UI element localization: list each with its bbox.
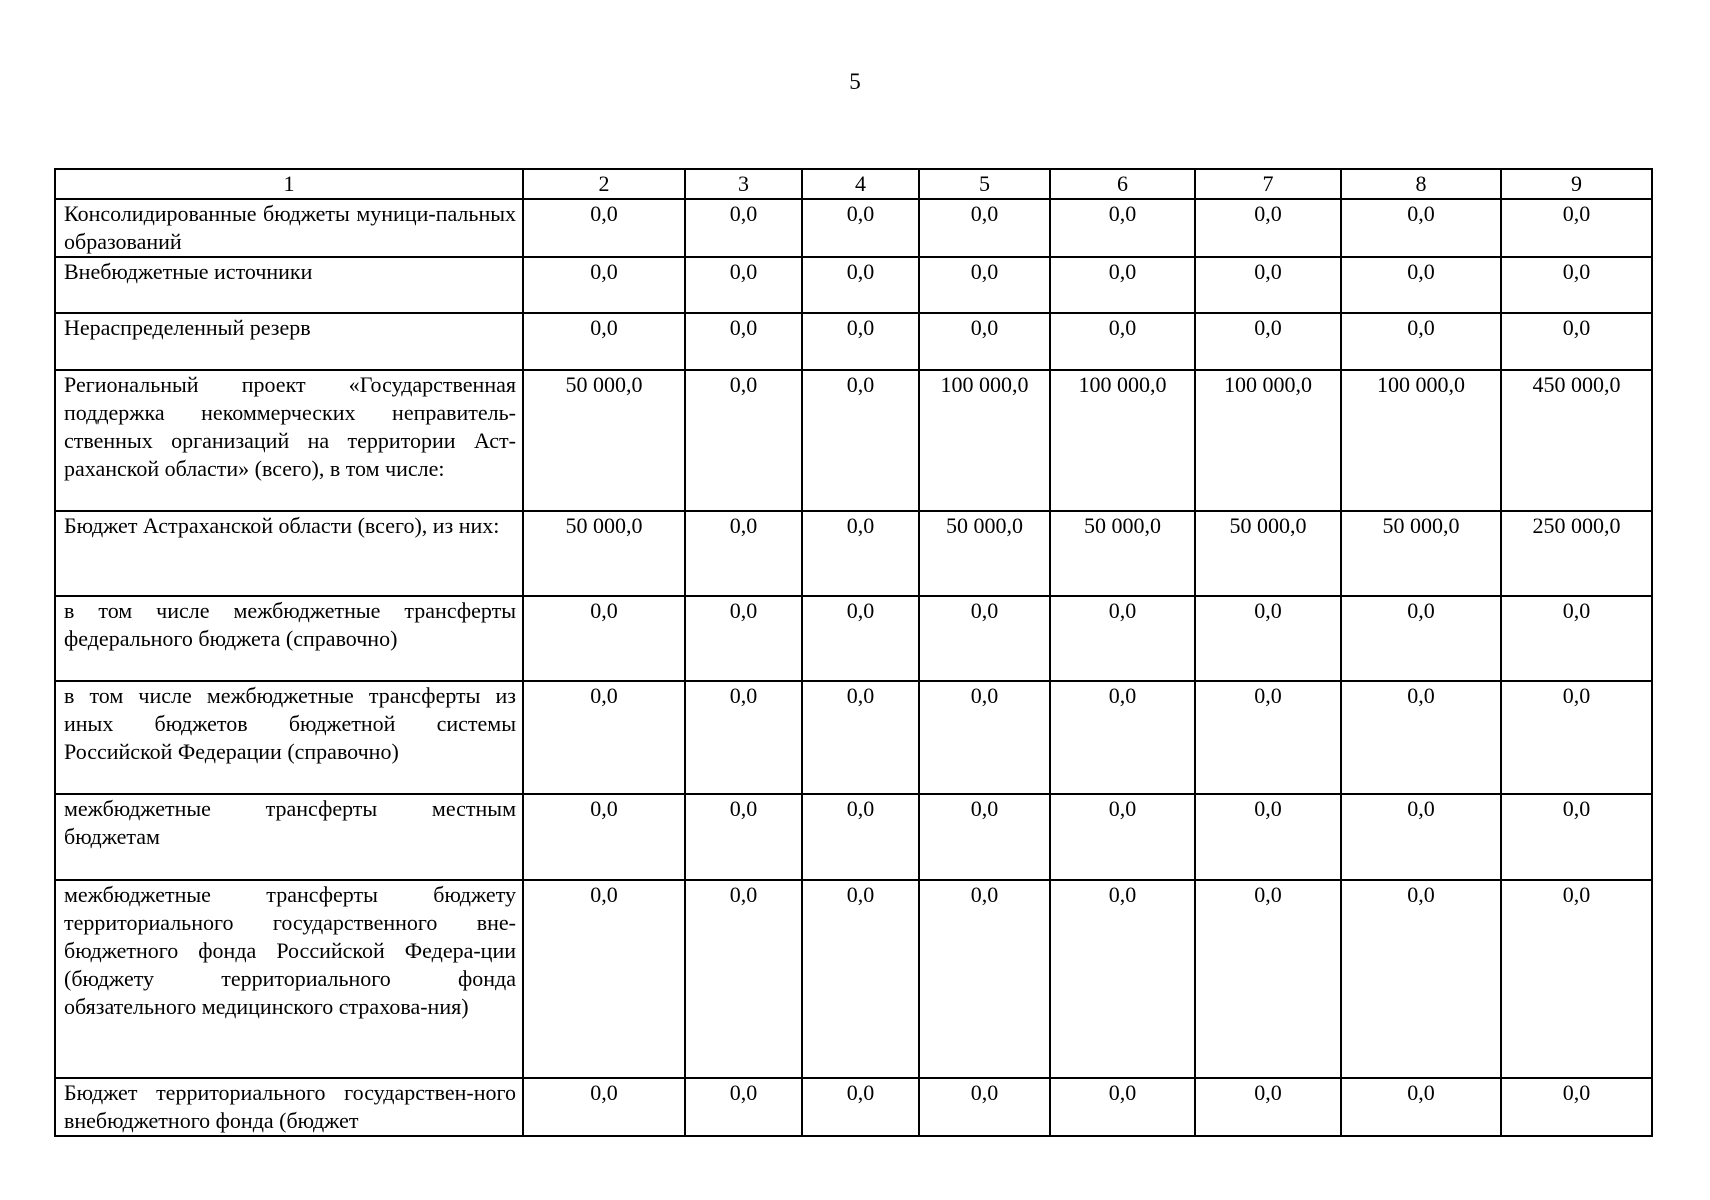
column-number: 7 — [1195, 169, 1341, 199]
cell-value: 0,0 — [1195, 199, 1341, 257]
table-row — [55, 596, 1652, 681]
row-label: межбюджетные трансферты бюджету территориального государственного вне-бюджетного фонда Российской Федера-ции (бюджету территориального фонда обязательного медицинского страхова-ния) — [55, 880, 523, 1078]
cell-value: 0,0 — [685, 794, 802, 880]
table-row — [55, 794, 1652, 880]
cell-value: 0,0 — [1195, 257, 1341, 313]
cell-value: 0,0 — [1050, 681, 1195, 794]
cell-value: 50 000,0 — [523, 370, 685, 511]
cell-value: 100 000,0 — [919, 370, 1050, 511]
cell-value: 0,0 — [802, 313, 919, 370]
cell-value: 0,0 — [802, 880, 919, 1078]
cell-value: 0,0 — [1501, 681, 1652, 794]
cell-value: 50 000,0 — [523, 511, 685, 596]
cell-value: 0,0 — [919, 794, 1050, 880]
cell-value: 100 000,0 — [1341, 370, 1501, 511]
cell-value: 450 000,0 — [1501, 370, 1652, 511]
cell-value: 0,0 — [919, 257, 1050, 313]
row-label: в том числе межбюджетные трансферты федерального бюджета (справочно) — [55, 596, 523, 681]
cell-value: 0,0 — [919, 1078, 1050, 1136]
cell-value: 0,0 — [1501, 794, 1652, 880]
cell-value: 0,0 — [685, 370, 802, 511]
column-number: 5 — [919, 169, 1050, 199]
cell-value: 0,0 — [685, 511, 802, 596]
cell-value: 0,0 — [523, 681, 685, 794]
cell-value: 0,0 — [919, 880, 1050, 1078]
cell-value: 0,0 — [1050, 794, 1195, 880]
table-row — [55, 1078, 1652, 1136]
column-number-row — [55, 169, 1652, 199]
cell-value: 0,0 — [523, 596, 685, 681]
cell-value: 0,0 — [1341, 794, 1501, 880]
column-number: 9 — [1501, 169, 1652, 199]
cell-value: 0,0 — [1195, 596, 1341, 681]
cell-value: 0,0 — [685, 681, 802, 794]
cell-value: 0,0 — [1501, 199, 1652, 257]
column-number: 8 — [1341, 169, 1501, 199]
table-row — [55, 370, 1652, 511]
table-row — [55, 880, 1652, 1078]
table-row — [55, 257, 1652, 313]
cell-value: 0,0 — [802, 794, 919, 880]
column-number: 6 — [1050, 169, 1195, 199]
cell-value: 0,0 — [802, 511, 919, 596]
cell-value: 0,0 — [802, 370, 919, 511]
budget-table — [54, 168, 1653, 1137]
cell-value: 0,0 — [1195, 1078, 1341, 1136]
cell-value: 0,0 — [1341, 880, 1501, 1078]
cell-value: 50 000,0 — [919, 511, 1050, 596]
cell-value: 0,0 — [919, 681, 1050, 794]
table-row — [55, 681, 1652, 794]
column-number: 1 — [55, 169, 523, 199]
row-label: Региональный проект «Государственная поддержка некоммерческих неправитель-ственных организаций на территории Аст-раханской области» (всего), в том числе: — [55, 370, 523, 511]
cell-value: 0,0 — [802, 596, 919, 681]
table-row — [55, 199, 1652, 257]
cell-value: 0,0 — [685, 880, 802, 1078]
table-row — [55, 313, 1652, 370]
cell-value: 0,0 — [1050, 257, 1195, 313]
cell-value: 0,0 — [1501, 313, 1652, 370]
cell-value: 0,0 — [685, 257, 802, 313]
cell-value: 0,0 — [802, 199, 919, 257]
cell-value: 0,0 — [1501, 880, 1652, 1078]
row-label: Нераспределенный резерв — [55, 313, 523, 370]
column-number: 2 — [523, 169, 685, 199]
cell-value: 0,0 — [1341, 313, 1501, 370]
cell-value: 0,0 — [685, 596, 802, 681]
cell-value: 0,0 — [1195, 794, 1341, 880]
cell-value: 0,0 — [1341, 199, 1501, 257]
cell-value: 100 000,0 — [1050, 370, 1195, 511]
cell-value: 0,0 — [523, 1078, 685, 1136]
row-label: в том числе межбюджетные трансферты из иных бюджетов бюджетной системы Российской Федерации (справочно) — [55, 681, 523, 794]
row-label: Бюджет Астраханской области (всего), из них: — [55, 511, 523, 596]
cell-value: 0,0 — [1050, 313, 1195, 370]
cell-value: 100 000,0 — [1195, 370, 1341, 511]
cell-value: 0,0 — [1341, 257, 1501, 313]
cell-value: 0,0 — [1195, 313, 1341, 370]
cell-value: 0,0 — [1050, 1078, 1195, 1136]
cell-value: 0,0 — [685, 199, 802, 257]
column-number: 3 — [685, 169, 802, 199]
cell-value: 0,0 — [1195, 681, 1341, 794]
cell-value: 50 000,0 — [1341, 511, 1501, 596]
cell-value: 0,0 — [802, 681, 919, 794]
row-label: межбюджетные трансферты местным бюджетам — [55, 794, 523, 880]
page-number: 5 — [849, 69, 861, 94]
cell-value: 0,0 — [1501, 1078, 1652, 1136]
row-label: Бюджет территориального государствен-ного внебюджетного фонда (бюджет — [55, 1078, 523, 1136]
cell-value: 0,0 — [1050, 880, 1195, 1078]
cell-value: 50 000,0 — [1050, 511, 1195, 596]
cell-value: 0,0 — [523, 257, 685, 313]
cell-value: 0,0 — [919, 199, 1050, 257]
cell-value: 0,0 — [1050, 596, 1195, 681]
cell-value: 50 000,0 — [1195, 511, 1341, 596]
cell-value: 0,0 — [1195, 880, 1341, 1078]
cell-value: 0,0 — [919, 313, 1050, 370]
row-label: Консолидированные бюджеты муници-пальных образований — [55, 199, 523, 257]
cell-value: 0,0 — [1341, 1078, 1501, 1136]
cell-value: 0,0 — [802, 1078, 919, 1136]
cell-value: 0,0 — [802, 257, 919, 313]
cell-value: 0,0 — [1501, 596, 1652, 681]
cell-value: 0,0 — [523, 880, 685, 1078]
cell-value: 0,0 — [1501, 257, 1652, 313]
cell-value: 250 000,0 — [1501, 511, 1652, 596]
table-row — [55, 511, 1652, 596]
cell-value: 0,0 — [685, 313, 802, 370]
column-number: 4 — [802, 169, 919, 199]
cell-value: 0,0 — [919, 596, 1050, 681]
cell-value: 0,0 — [523, 199, 685, 257]
cell-value: 0,0 — [685, 1078, 802, 1136]
cell-value: 0,0 — [1341, 681, 1501, 794]
cell-value: 0,0 — [523, 313, 685, 370]
cell-value: 0,0 — [1341, 596, 1501, 681]
cell-value: 0,0 — [523, 794, 685, 880]
row-label: Внебюджетные источники — [55, 257, 523, 313]
cell-value: 0,0 — [1050, 199, 1195, 257]
